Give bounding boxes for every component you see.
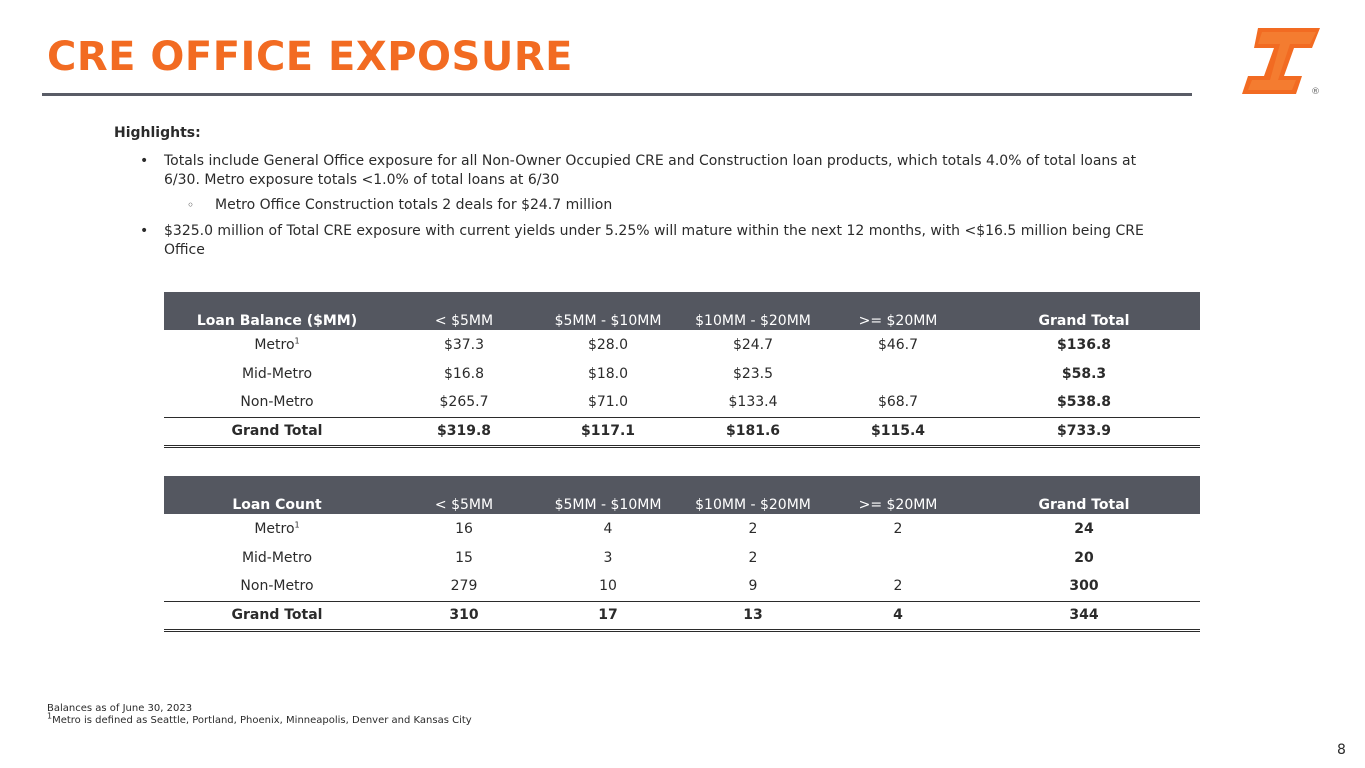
table-cell: $37.3 bbox=[443, 336, 485, 353]
loan-count-table bbox=[164, 476, 1200, 632]
bullet-marker: • bbox=[140, 153, 149, 169]
table-cell: $133.4 bbox=[678, 388, 828, 417]
column-header: $10MM - $20MM bbox=[678, 476, 828, 514]
column-header: $5MM - $10MM bbox=[538, 476, 678, 514]
footnote-line: $^1$Metro is defined as Seattle, Portland, Phoenix, Minneapolis, Denver and Kansas City bbox=[47, 711, 472, 726]
column-header: Grand Total bbox=[968, 292, 1200, 330]
row-label: Metro$^1$ bbox=[254, 335, 300, 353]
row-label: Grand Total bbox=[164, 417, 390, 446]
highlights-heading: Highlights: bbox=[114, 125, 201, 141]
row-total: 344 bbox=[968, 601, 1200, 630]
table-cell: 9 bbox=[678, 572, 828, 601]
table-cell: $46.7 bbox=[877, 336, 919, 353]
table-row bbox=[164, 359, 1200, 388]
footnote-marker: 1 bbox=[294, 519, 300, 529]
highlights-section bbox=[114, 124, 1164, 266]
row-label: Non-Metro bbox=[164, 572, 390, 601]
column-header: $5MM - $10MM bbox=[538, 292, 678, 330]
table-cell: $319.8 bbox=[390, 417, 538, 446]
table-row bbox=[164, 330, 1200, 359]
table-cell: $24.7 bbox=[732, 336, 774, 353]
table-cell: $16.8 bbox=[443, 365, 485, 382]
footnote-marker: 1 bbox=[294, 335, 300, 345]
highlight-bullet bbox=[114, 222, 1164, 260]
footnote bbox=[47, 703, 472, 727]
column-header: $10MM - $20MM bbox=[678, 292, 828, 330]
footnote-marker: 1 bbox=[47, 711, 53, 721]
row-label: Mid-Metro bbox=[241, 549, 313, 566]
table-cell: 17 bbox=[538, 601, 678, 630]
row-total: 20 bbox=[1074, 549, 1094, 566]
bullet-text: $325.0 million of Total CRE exposure with current yields under 5.25% will mature within the next 12 months, with <$16.5 million being CRE Office bbox=[164, 223, 1144, 258]
row-total: $58.3 bbox=[1061, 365, 1107, 382]
column-header: Loan Count bbox=[164, 476, 390, 514]
row-label: Grand Total bbox=[164, 601, 390, 630]
column-header: < $5MM bbox=[390, 476, 538, 514]
column-header: >= $20MM bbox=[828, 292, 968, 330]
table-cell: 4 bbox=[603, 520, 613, 537]
table-cell: 279 bbox=[390, 572, 538, 601]
table-cell: $68.7 bbox=[828, 388, 968, 417]
table-cell: 10 bbox=[538, 572, 678, 601]
highlight-sub-bullet bbox=[114, 196, 1164, 215]
bullet-marker: • bbox=[140, 223, 149, 239]
table-cell: $117.1 bbox=[538, 417, 678, 446]
footnote-line: Balances as of June 30, 2023 bbox=[47, 703, 193, 714]
table-header-row bbox=[164, 476, 1200, 514]
sub-bullet-marker: ◦ bbox=[187, 198, 195, 212]
bullet-text: Totals include General Office exposure for all Non-Owner Occupied CRE and Construction loan products, which totals 4.0% of total loans at 6/30. Metro exposure totals <1.0% of total loans at 6/30 bbox=[164, 153, 1137, 188]
highlight-bullet bbox=[114, 152, 1164, 190]
table-row bbox=[164, 388, 1200, 417]
table-cell: 2 bbox=[748, 549, 758, 566]
title-divider bbox=[42, 93, 1192, 96]
page-title: CRE OFFICE EXPOSURE bbox=[47, 34, 573, 80]
table-row bbox=[164, 514, 1200, 543]
table-cell: 2 bbox=[893, 520, 903, 537]
row-label: Mid-Metro bbox=[241, 365, 313, 382]
column-header: >= $20MM bbox=[828, 476, 968, 514]
table-row bbox=[164, 572, 1200, 601]
column-header: Grand Total bbox=[968, 476, 1200, 514]
table-cell: 2 bbox=[828, 572, 968, 601]
table-header-row bbox=[164, 292, 1200, 330]
row-total: $538.8 bbox=[968, 388, 1200, 417]
row-label: Metro$^1$ bbox=[254, 519, 300, 537]
table-row bbox=[164, 543, 1200, 572]
table-cell: $71.0 bbox=[538, 388, 678, 417]
row-total: $136.8 bbox=[1056, 336, 1112, 353]
table-cell: 310 bbox=[390, 601, 538, 630]
table-cell: $28.0 bbox=[587, 336, 629, 353]
table-cell: $115.4 bbox=[828, 417, 968, 446]
column-header: Loan Balance ($MM) bbox=[164, 292, 390, 330]
table-cell: $23.5 bbox=[732, 365, 774, 382]
table-cell: 13 bbox=[678, 601, 828, 630]
table-cell: 16 bbox=[455, 520, 473, 537]
table-cell: 3 bbox=[603, 549, 613, 566]
grand-total-row bbox=[164, 417, 1200, 446]
table-cell: $265.7 bbox=[390, 388, 538, 417]
table-cell: 15 bbox=[455, 549, 473, 566]
loan-balance-table bbox=[164, 292, 1200, 448]
page-number: 8 bbox=[1337, 742, 1346, 758]
row-total: 24 bbox=[1074, 520, 1094, 537]
table-cell bbox=[828, 543, 968, 572]
registered-mark: ® bbox=[1311, 87, 1320, 97]
column-header: < $5MM bbox=[390, 292, 538, 330]
table-cell: $181.6 bbox=[678, 417, 828, 446]
table-cell: 4 bbox=[828, 601, 968, 630]
table-cell bbox=[828, 359, 968, 388]
table-cell: 2 bbox=[748, 520, 758, 537]
row-label: Non-Metro bbox=[164, 388, 390, 417]
grand-total-row bbox=[164, 601, 1200, 630]
row-total: $733.9 bbox=[968, 417, 1200, 446]
table-cell: $18.0 bbox=[587, 365, 629, 382]
sub-bullet-text: Metro Office Construction totals 2 deals for $24.7 million bbox=[215, 197, 613, 213]
row-total: 300 bbox=[968, 572, 1200, 601]
